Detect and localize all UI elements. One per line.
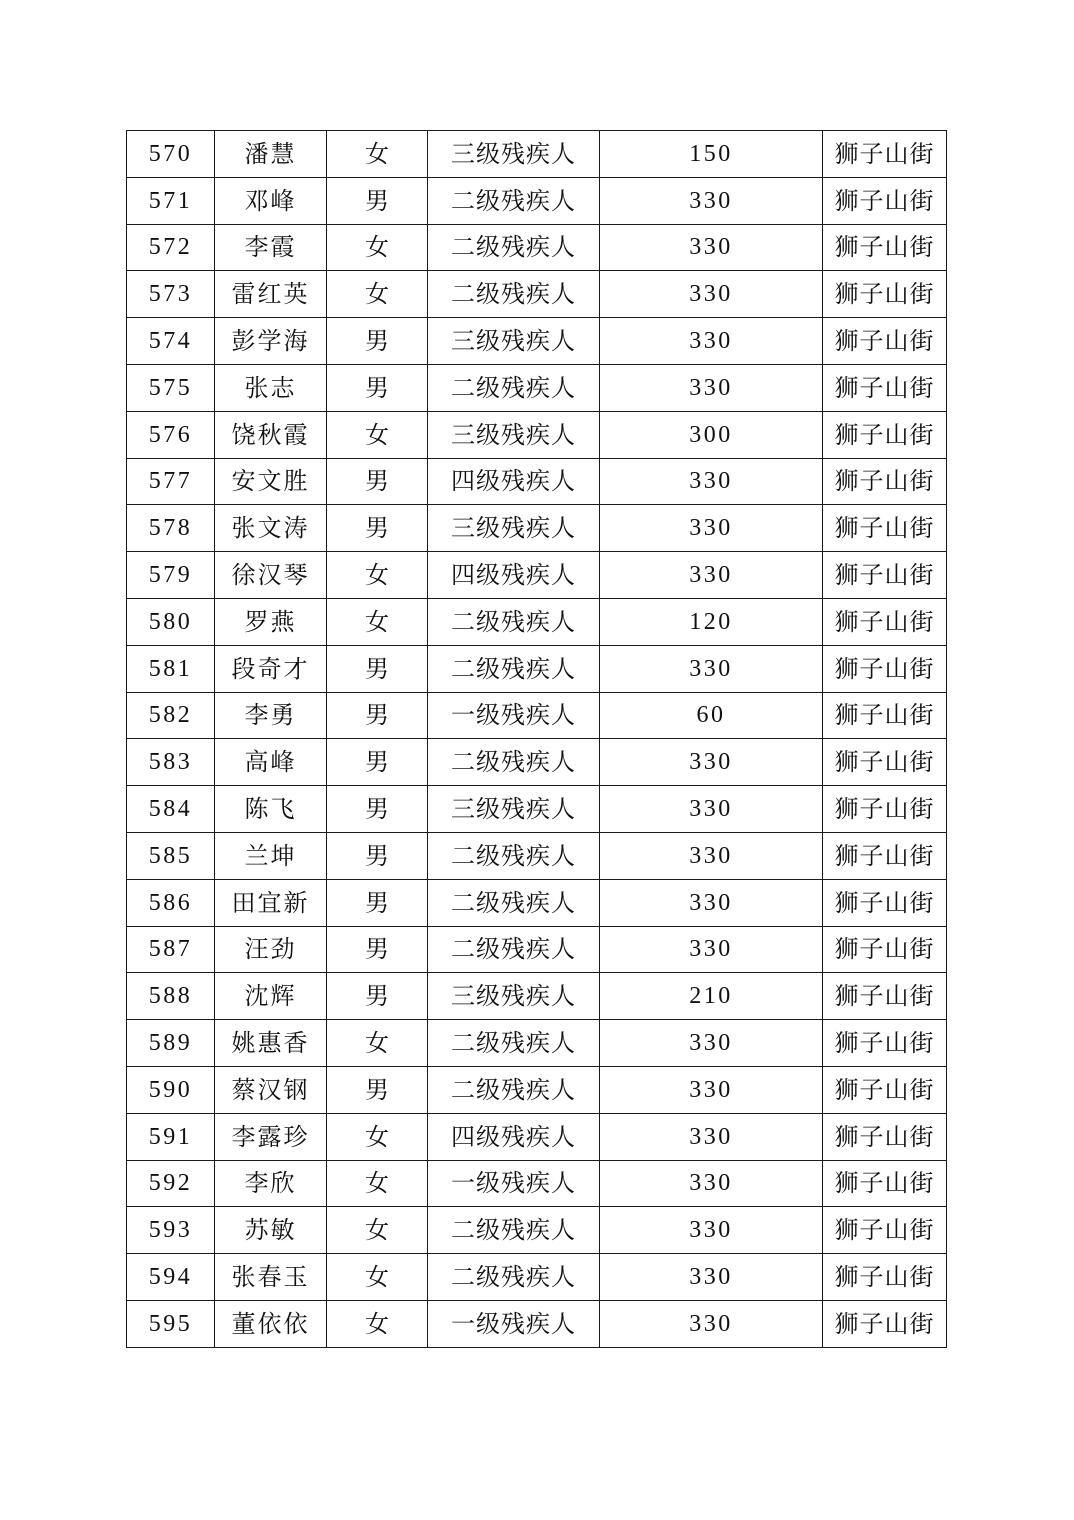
- disability-level-cell: 二级残疾人: [428, 224, 600, 271]
- serial-number-cell: 580: [127, 598, 215, 645]
- disability-level-cell: 二级残疾人: [428, 926, 600, 973]
- name-cell: 高峰: [215, 739, 327, 786]
- gender-cell: 男: [327, 692, 428, 739]
- street-cell: 狮子山街: [823, 1113, 947, 1160]
- street-cell: 狮子山街: [823, 224, 947, 271]
- amount-cell: 330: [600, 1160, 823, 1207]
- name-cell: 李欣: [215, 1160, 327, 1207]
- name-cell: 彭学海: [215, 318, 327, 365]
- table-row: [127, 1113, 947, 1160]
- disability-level-cell: 一级残疾人: [428, 1300, 600, 1347]
- amount-cell: 150: [600, 131, 823, 178]
- serial-number-cell: 570: [127, 131, 215, 178]
- serial-number-cell: 577: [127, 458, 215, 505]
- disability-level-cell: 二级残疾人: [428, 879, 600, 926]
- amount-cell: 330: [600, 177, 823, 224]
- name-cell: 李霞: [215, 224, 327, 271]
- serial-number-cell: 583: [127, 739, 215, 786]
- table-row: [127, 786, 947, 833]
- street-cell: 狮子山街: [823, 411, 947, 458]
- gender-cell: 男: [327, 177, 428, 224]
- disability-level-cell: 三级残疾人: [428, 505, 600, 552]
- name-cell: 董依依: [215, 1300, 327, 1347]
- amount-cell: 330: [600, 1207, 823, 1254]
- table-row: [127, 973, 947, 1020]
- table-row: [127, 879, 947, 926]
- table-row: [127, 505, 947, 552]
- disability-level-cell: 二级残疾人: [428, 1254, 600, 1301]
- amount-cell: 330: [600, 1113, 823, 1160]
- street-cell: 狮子山街: [823, 552, 947, 599]
- amount-cell: 330: [600, 786, 823, 833]
- table-row: [127, 645, 947, 692]
- gender-cell: 男: [327, 973, 428, 1020]
- serial-number-cell: 575: [127, 364, 215, 411]
- table-row: [127, 832, 947, 879]
- serial-number-cell: 572: [127, 224, 215, 271]
- street-cell: 狮子山街: [823, 926, 947, 973]
- street-cell: 狮子山街: [823, 1066, 947, 1113]
- name-cell: 张文涛: [215, 505, 327, 552]
- serial-number-cell: 592: [127, 1160, 215, 1207]
- street-cell: 狮子山街: [823, 692, 947, 739]
- amount-cell: 330: [600, 1254, 823, 1301]
- gender-cell: 男: [327, 364, 428, 411]
- disability-level-cell: 二级残疾人: [428, 598, 600, 645]
- street-cell: 狮子山街: [823, 879, 947, 926]
- table-row: [127, 598, 947, 645]
- gender-cell: 女: [327, 224, 428, 271]
- gender-cell: 男: [327, 318, 428, 365]
- table-row: [127, 1020, 947, 1067]
- gender-cell: 女: [327, 131, 428, 178]
- amount-cell: 330: [600, 224, 823, 271]
- street-cell: 狮子山街: [823, 598, 947, 645]
- serial-number-cell: 588: [127, 973, 215, 1020]
- amount-cell: 330: [600, 879, 823, 926]
- gender-cell: 男: [327, 1066, 428, 1113]
- disability-level-cell: 二级残疾人: [428, 1207, 600, 1254]
- gender-cell: 男: [327, 786, 428, 833]
- street-cell: 狮子山街: [823, 1020, 947, 1067]
- street-cell: 狮子山街: [823, 318, 947, 365]
- serial-number-cell: 573: [127, 271, 215, 318]
- name-cell: 蔡汉钢: [215, 1066, 327, 1113]
- street-cell: 狮子山街: [823, 458, 947, 505]
- street-cell: 狮子山街: [823, 364, 947, 411]
- disability-level-cell: 二级残疾人: [428, 645, 600, 692]
- table-row: [127, 177, 947, 224]
- table-body: [127, 131, 947, 1348]
- street-cell: 狮子山街: [823, 1160, 947, 1207]
- serial-number-cell: 593: [127, 1207, 215, 1254]
- gender-cell: 男: [327, 739, 428, 786]
- name-cell: 安文胜: [215, 458, 327, 505]
- disability-level-cell: 一级残疾人: [428, 1160, 600, 1207]
- disability-level-cell: 三级残疾人: [428, 318, 600, 365]
- gender-cell: 男: [327, 645, 428, 692]
- serial-number-cell: 578: [127, 505, 215, 552]
- disability-subsidy-table: [126, 130, 947, 1348]
- disability-level-cell: 二级残疾人: [428, 832, 600, 879]
- table-row: [127, 1207, 947, 1254]
- amount-cell: 330: [600, 1300, 823, 1347]
- gender-cell: 女: [327, 598, 428, 645]
- street-cell: 狮子山街: [823, 131, 947, 178]
- name-cell: 姚惠香: [215, 1020, 327, 1067]
- disability-level-cell: 二级残疾人: [428, 364, 600, 411]
- table-row: [127, 1254, 947, 1301]
- table-row: [127, 926, 947, 973]
- name-cell: 饶秋霞: [215, 411, 327, 458]
- street-cell: 狮子山街: [823, 739, 947, 786]
- serial-number-cell: 589: [127, 1020, 215, 1067]
- disability-level-cell: 三级残疾人: [428, 411, 600, 458]
- gender-cell: 男: [327, 879, 428, 926]
- serial-number-cell: 591: [127, 1113, 215, 1160]
- serial-number-cell: 579: [127, 552, 215, 599]
- amount-cell: 300: [600, 411, 823, 458]
- serial-number-cell: 585: [127, 832, 215, 879]
- table-row: [127, 739, 947, 786]
- gender-cell: 女: [327, 1300, 428, 1347]
- disability-level-cell: 二级残疾人: [428, 177, 600, 224]
- amount-cell: 330: [600, 364, 823, 411]
- serial-number-cell: 586: [127, 879, 215, 926]
- serial-number-cell: 590: [127, 1066, 215, 1113]
- serial-number-cell: 595: [127, 1300, 215, 1347]
- street-cell: 狮子山街: [823, 1207, 947, 1254]
- disability-level-cell: 四级残疾人: [428, 1113, 600, 1160]
- amount-cell: 330: [600, 1020, 823, 1067]
- amount-cell: 120: [600, 598, 823, 645]
- name-cell: 张志: [215, 364, 327, 411]
- amount-cell: 60: [600, 692, 823, 739]
- table-row: [127, 1066, 947, 1113]
- name-cell: 汪劲: [215, 926, 327, 973]
- amount-cell: 330: [600, 271, 823, 318]
- serial-number-cell: 581: [127, 645, 215, 692]
- table-row: [127, 1300, 947, 1347]
- disability-level-cell: 三级残疾人: [428, 786, 600, 833]
- gender-cell: 女: [327, 1020, 428, 1067]
- gender-cell: 女: [327, 1207, 428, 1254]
- street-cell: 狮子山街: [823, 973, 947, 1020]
- gender-cell: 女: [327, 552, 428, 599]
- table-row: [127, 1160, 947, 1207]
- disability-level-cell: 一级残疾人: [428, 692, 600, 739]
- street-cell: 狮子山街: [823, 505, 947, 552]
- name-cell: 兰坤: [215, 832, 327, 879]
- table-row: [127, 364, 947, 411]
- disability-level-cell: 二级残疾人: [428, 1066, 600, 1113]
- disability-level-cell: 四级残疾人: [428, 458, 600, 505]
- street-cell: 狮子山街: [823, 645, 947, 692]
- serial-number-cell: 594: [127, 1254, 215, 1301]
- amount-cell: 330: [600, 926, 823, 973]
- amount-cell: 330: [600, 318, 823, 365]
- amount-cell: 330: [600, 1066, 823, 1113]
- name-cell: 罗燕: [215, 598, 327, 645]
- name-cell: 徐汉琴: [215, 552, 327, 599]
- name-cell: 段奇才: [215, 645, 327, 692]
- serial-number-cell: 574: [127, 318, 215, 365]
- disability-level-cell: 四级残疾人: [428, 552, 600, 599]
- disability-level-cell: 三级残疾人: [428, 131, 600, 178]
- disability-level-cell: 三级残疾人: [428, 973, 600, 1020]
- amount-cell: 330: [600, 552, 823, 599]
- name-cell: 苏敏: [215, 1207, 327, 1254]
- street-cell: 狮子山街: [823, 786, 947, 833]
- amount-cell: 330: [600, 832, 823, 879]
- name-cell: 潘慧: [215, 131, 327, 178]
- serial-number-cell: 571: [127, 177, 215, 224]
- disability-level-cell: 二级残疾人: [428, 271, 600, 318]
- disability-level-cell: 二级残疾人: [428, 739, 600, 786]
- gender-cell: 男: [327, 832, 428, 879]
- name-cell: 李勇: [215, 692, 327, 739]
- gender-cell: 男: [327, 926, 428, 973]
- table-row: [127, 411, 947, 458]
- name-cell: 沈辉: [215, 973, 327, 1020]
- serial-number-cell: 584: [127, 786, 215, 833]
- disability-level-cell: 二级残疾人: [428, 1020, 600, 1067]
- table-row: [127, 552, 947, 599]
- gender-cell: 女: [327, 1113, 428, 1160]
- table-row: [127, 224, 947, 271]
- amount-cell: 330: [600, 505, 823, 552]
- table-row: [127, 458, 947, 505]
- street-cell: 狮子山街: [823, 1254, 947, 1301]
- gender-cell: 男: [327, 505, 428, 552]
- gender-cell: 女: [327, 1160, 428, 1207]
- name-cell: 邓峰: [215, 177, 327, 224]
- gender-cell: 男: [327, 458, 428, 505]
- street-cell: 狮子山街: [823, 177, 947, 224]
- amount-cell: 330: [600, 739, 823, 786]
- name-cell: 陈飞: [215, 786, 327, 833]
- gender-cell: 女: [327, 411, 428, 458]
- name-cell: 李露珍: [215, 1113, 327, 1160]
- serial-number-cell: 576: [127, 411, 215, 458]
- table-row: [127, 318, 947, 365]
- amount-cell: 330: [600, 458, 823, 505]
- amount-cell: 210: [600, 973, 823, 1020]
- name-cell: 田宜新: [215, 879, 327, 926]
- serial-number-cell: 582: [127, 692, 215, 739]
- amount-cell: 330: [600, 645, 823, 692]
- table-row: [127, 271, 947, 318]
- name-cell: 张春玉: [215, 1254, 327, 1301]
- gender-cell: 女: [327, 271, 428, 318]
- street-cell: 狮子山街: [823, 1300, 947, 1347]
- street-cell: 狮子山街: [823, 832, 947, 879]
- serial-number-cell: 587: [127, 926, 215, 973]
- gender-cell: 女: [327, 1254, 428, 1301]
- street-cell: 狮子山街: [823, 271, 947, 318]
- name-cell: 雷红英: [215, 271, 327, 318]
- table-row: [127, 131, 947, 178]
- table-row: [127, 692, 947, 739]
